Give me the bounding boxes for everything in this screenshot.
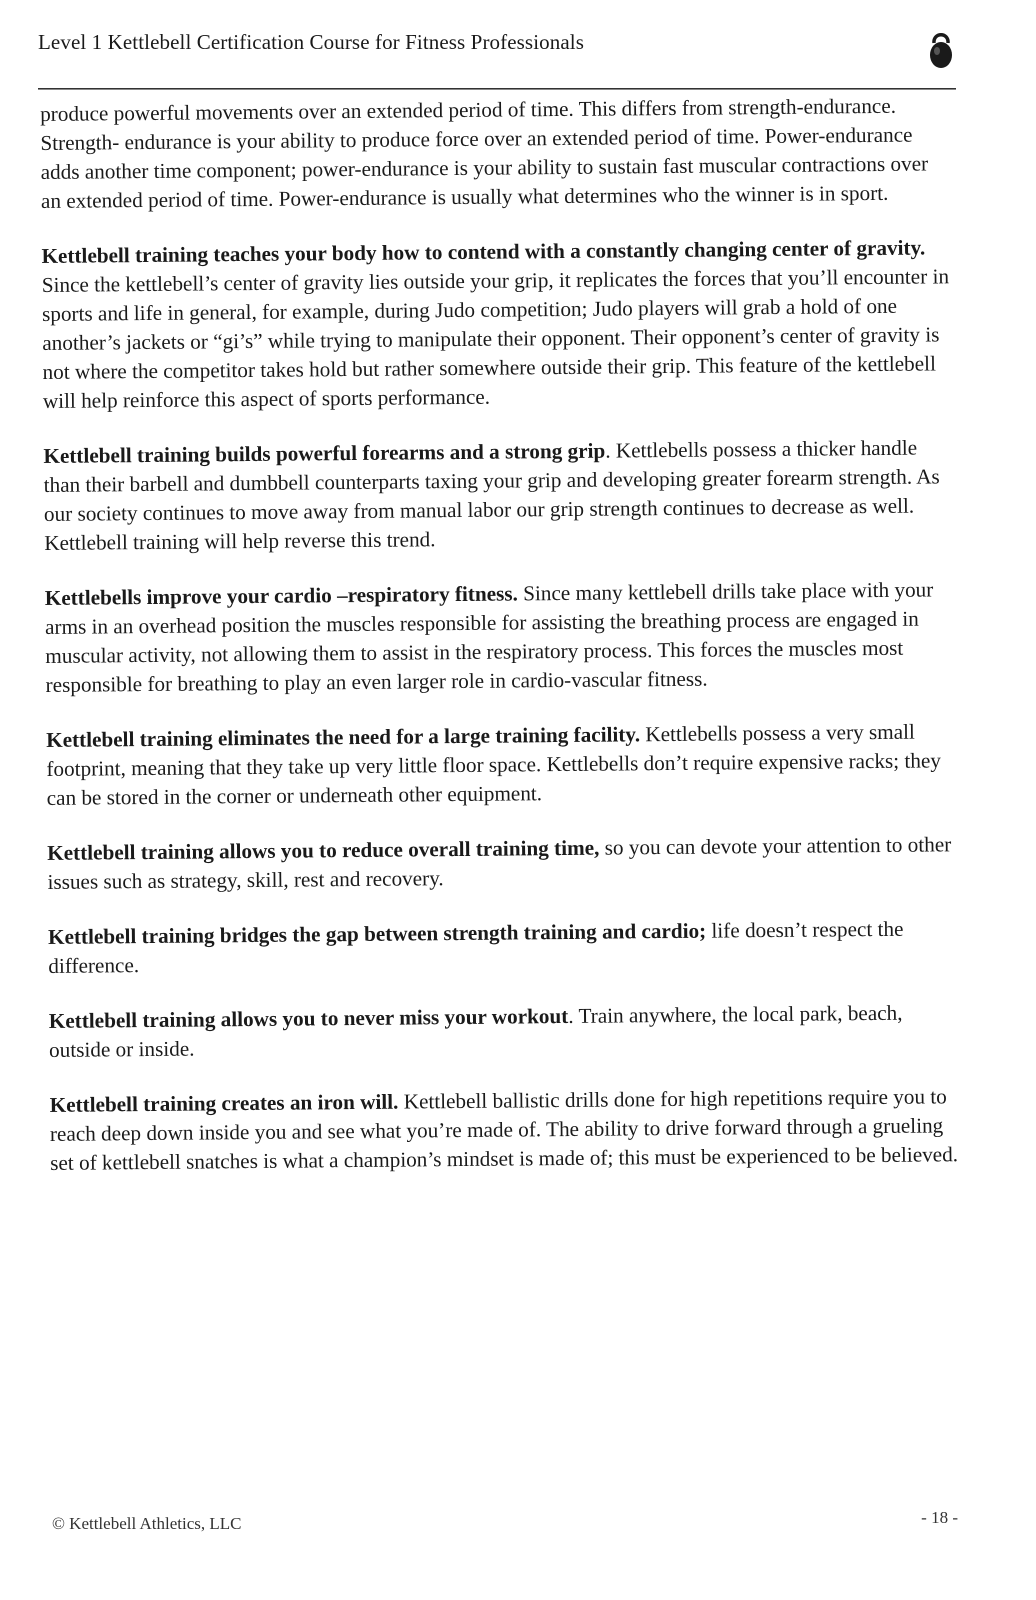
paragraph [46, 717, 957, 813]
paragraph-text: . Kettlebells possess a thicker handle than their barbell and dumbbell counterparts taxing your grip and developing greater forearm strength. As our society continues to move away from manual labor our grip strength continues to decrease as well. Kettlebell training will help reverse this trend. [43, 435, 940, 555]
paragraph-text: Kettlebell ballistic drills done for high repetitions require you to reach deep down inside you and see what you’re made of. The ability to drive forward through a grueling set of kettlebell snatches is what a champion’s mindset is made of; this must be experienced to be believed. [49, 1084, 959, 1175]
page-number: - 18 - [921, 1508, 958, 1527]
paragraph [50, 1082, 961, 1178]
paragraph-text: Since the kettlebell’s center of gravity lies outside your grip, it replicates the forces that you’ll encounter in sports and life in general, for example, during Judo competition; Judo players will grab a hold of one another’s jackets or “gi’s” while trying to manipulate their opponent. Their opponent’s center of gravity is not where the competitor takes hold but rather somewhere outside their grip. This feature of the kettlebell will help reinforce this aspect of sports performance. [41, 264, 950, 413]
paragraph [47, 830, 958, 897]
paragraph [49, 998, 960, 1065]
paragraph-lead: Kettlebell training eliminates the need for a large training facility. [46, 722, 641, 752]
paragraph-text: Kettlebells possess a very small footprint, meaning that they take up very little floor space. Kettlebells don’t require expensive racks; they can be stored in the corner or underneath other equipment. [46, 719, 941, 810]
paragraph-text: life doesn’t respect the difference. [48, 916, 904, 978]
header-divider [38, 88, 956, 90]
paragraph [40, 91, 951, 216]
header-title: Level 1 Kettlebell Certification Course for Fitness Professionals [38, 30, 584, 54]
paragraph [43, 433, 954, 558]
paragraph [45, 575, 956, 700]
footer-copyright: © Kettlebell Athletics, LLC [52, 1514, 242, 1533]
paragraph-lead: Kettlebell training allows you to reduce overall training time, [47, 835, 600, 865]
paragraph-lead: Kettlebells improve your cardio –respiratory fitness. [44, 581, 518, 610]
paragraph-text: so you can devote your attention to other issues such as strategy, skill, rest and recovery. [47, 832, 952, 894]
paragraph-lead: Kettlebell training allows you to never miss your workout [48, 1003, 569, 1033]
paragraph-lead: Kettlebell training teaches your body how to contend with a constantly changing center of gravity. [41, 235, 926, 268]
paragraph-lead: Kettlebell training creates an iron will. [49, 1089, 399, 1117]
page-header [38, 26, 958, 88]
paragraph [48, 914, 959, 981]
paragraph-lead: Kettlebell training builds powerful forearms and a strong grip [43, 438, 606, 468]
body-text [40, 91, 961, 1204]
paragraph-lead: Kettlebell training bridges the gap between strength training and cardio; [47, 918, 707, 949]
paragraph-text: . Train anywhere, the local park, beach, outside or inside. [49, 1000, 903, 1062]
paragraph-text: Since many kettlebell drills take place with your arms in an overhead position the muscles responsible for assisting the breathing process are engaged in muscular activity, not allowing them to assist in the respiratory process. This forces the muscles most responsible for breathing to play an even larger role in cardio-vascular fitness. [44, 577, 934, 697]
paragraph-text: produce powerful movements over an extended period of time. This differs from strength-endurance. Strength- endurance is your ability to produce force over an extended period of time. Power-endurance adds another time component; power-endurance is your ability to sustain fast muscular contractions over an extended period of time. Power-endurance is usually what determines who the winner is in sport. [40, 93, 929, 213]
kettlebell-icon [928, 26, 954, 70]
paragraph [41, 233, 953, 416]
